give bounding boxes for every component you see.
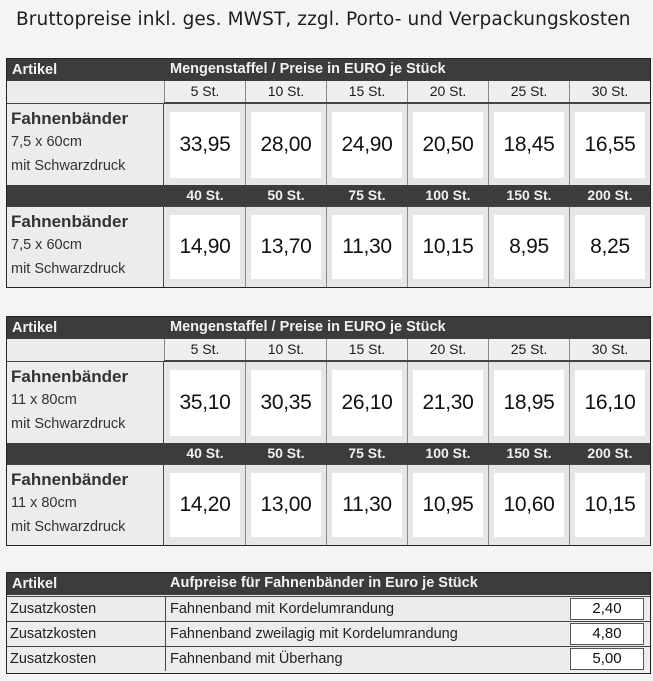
price-cell: 16,55 <box>575 112 645 178</box>
item-print: mit Schwarzdruck <box>11 519 126 535</box>
quantity-row <box>164 339 650 361</box>
quantity-cell: 15 St. <box>326 81 407 102</box>
price-cell: 8,25 <box>575 215 645 279</box>
header-surcharges: Aufpreise für Fahnenbänder in Euro je Stück <box>170 575 478 591</box>
surcharge-label: Zusatzkosten <box>10 651 97 667</box>
quantity-cell: 25 St. <box>488 339 569 360</box>
price-cell: 10,60 <box>494 473 564 537</box>
header-article: Artikel <box>12 62 58 78</box>
dark-divider <box>7 443 164 464</box>
quantity-cell: 50 St. <box>245 443 326 464</box>
quantity-cell: 100 St. <box>407 443 488 464</box>
header-prices: Mengenstaffel / Preise in EURO je Stück <box>170 319 446 335</box>
price-cell: 13,70 <box>251 215 321 279</box>
surcharge-label: Zusatzkosten <box>10 601 97 617</box>
item-description <box>7 207 164 287</box>
quantity-cell: 40 St. <box>164 185 245 206</box>
price-cell: 11,30 <box>332 215 402 279</box>
quantity-cell: 200 St. <box>569 185 650 206</box>
price-cell: 33,95 <box>170 112 240 178</box>
surcharge-row <box>7 621 650 646</box>
item-name: Fahnenbänder <box>11 470 129 489</box>
price-cell: 18,45 <box>494 112 564 178</box>
quantity-cell: 150 St. <box>488 443 569 464</box>
surcharge-price: 5,00 <box>570 648 644 670</box>
item-size: 7,5 x 60cm <box>11 237 82 253</box>
price-table-2 <box>6 316 651 546</box>
price-cell: 28,00 <box>251 112 321 178</box>
surcharge-row <box>7 596 650 621</box>
item-name: Fahnenbänder <box>11 212 129 231</box>
surcharge-desc: Fahnenband mit Überhang <box>170 651 343 667</box>
quantity-cell: 150 St. <box>488 185 569 206</box>
quantity-cell: 20 St. <box>407 81 488 102</box>
header-article: Artikel <box>12 320 58 336</box>
price-cell: 21,30 <box>413 370 483 436</box>
surcharge-desc: Fahnenband zweilagig mit Kordelumrandung <box>170 626 458 642</box>
table-header <box>7 317 650 339</box>
price-row <box>7 206 650 287</box>
surcharge-table <box>6 572 651 674</box>
item-size: 11 x 80cm <box>11 495 77 511</box>
quantity-cell: 5 St. <box>164 81 245 102</box>
price-cell: 11,30 <box>332 473 402 537</box>
price-cell: 35,10 <box>170 370 240 436</box>
quantity-cell: 20 St. <box>407 339 488 360</box>
surcharge-price: 4,80 <box>570 623 644 645</box>
price-row <box>7 361 650 444</box>
price-cell: 10,15 <box>575 473 645 537</box>
quantity-row <box>164 443 650 464</box>
quantity-cell: 10 St. <box>245 81 326 102</box>
surcharge-label: Zusatzkosten <box>10 626 97 642</box>
price-cell: 10,95 <box>413 473 483 537</box>
price-cell: 20,50 <box>413 112 483 178</box>
price-cell: 30,35 <box>251 370 321 436</box>
quantity-cell: 30 St. <box>569 81 650 102</box>
page-heading: Bruttopreise inkl. ges. MWST, zzgl. Porto- und Verpackungskosten <box>16 9 631 30</box>
price-row <box>7 464 650 545</box>
quantity-cell: 10 St. <box>245 339 326 360</box>
quantity-cell: 30 St. <box>569 339 650 360</box>
quantity-cell: 75 St. <box>326 443 407 464</box>
table-header <box>7 573 650 595</box>
quantity-row <box>164 185 650 206</box>
item-print: mit Schwarzdruck <box>11 158 126 174</box>
price-cell: 18,95 <box>494 370 564 436</box>
item-print: mit Schwarzdruck <box>11 261 126 277</box>
item-name: Fahnenbänder <box>11 367 129 386</box>
surcharge-desc: Fahnenband mit Kordelumrandung <box>170 601 395 617</box>
quantity-cell: 5 St. <box>164 339 245 360</box>
price-cell: 13,00 <box>251 473 321 537</box>
quantity-cell: 100 St. <box>407 185 488 206</box>
price-cell: 10,15 <box>413 215 483 279</box>
price-cell: 14,20 <box>170 473 240 537</box>
item-print: mit Schwarzdruck <box>11 416 126 432</box>
item-size: 11 x 80cm <box>11 392 77 408</box>
quantity-cell: 200 St. <box>569 443 650 464</box>
price-cell: 26,10 <box>332 370 402 436</box>
quantity-cell: 15 St. <box>326 339 407 360</box>
header-article: Artikel <box>12 576 58 592</box>
quantity-row <box>164 81 650 103</box>
price-row <box>7 103 650 186</box>
item-name: Fahnenbänder <box>11 109 129 128</box>
quantity-cell: 40 St. <box>164 443 245 464</box>
price-cell: 8,95 <box>494 215 564 279</box>
item-size: 7,5 x 60cm <box>11 134 82 150</box>
price-cell: 14,90 <box>170 215 240 279</box>
quantity-cell: 50 St. <box>245 185 326 206</box>
surcharge-row <box>7 646 650 671</box>
price-table-1 <box>6 58 651 288</box>
table-header <box>7 59 650 81</box>
price-cell: 16,10 <box>575 370 645 436</box>
item-description <box>7 104 164 186</box>
header-prices: Mengenstaffel / Preise in EURO je Stück <box>170 61 446 77</box>
item-description <box>7 465 164 545</box>
surcharge-price: 2,40 <box>570 598 644 620</box>
price-cell: 24,90 <box>332 112 402 178</box>
quantity-cell: 75 St. <box>326 185 407 206</box>
dark-divider <box>7 185 164 206</box>
quantity-cell: 25 St. <box>488 81 569 102</box>
item-description <box>7 362 164 444</box>
